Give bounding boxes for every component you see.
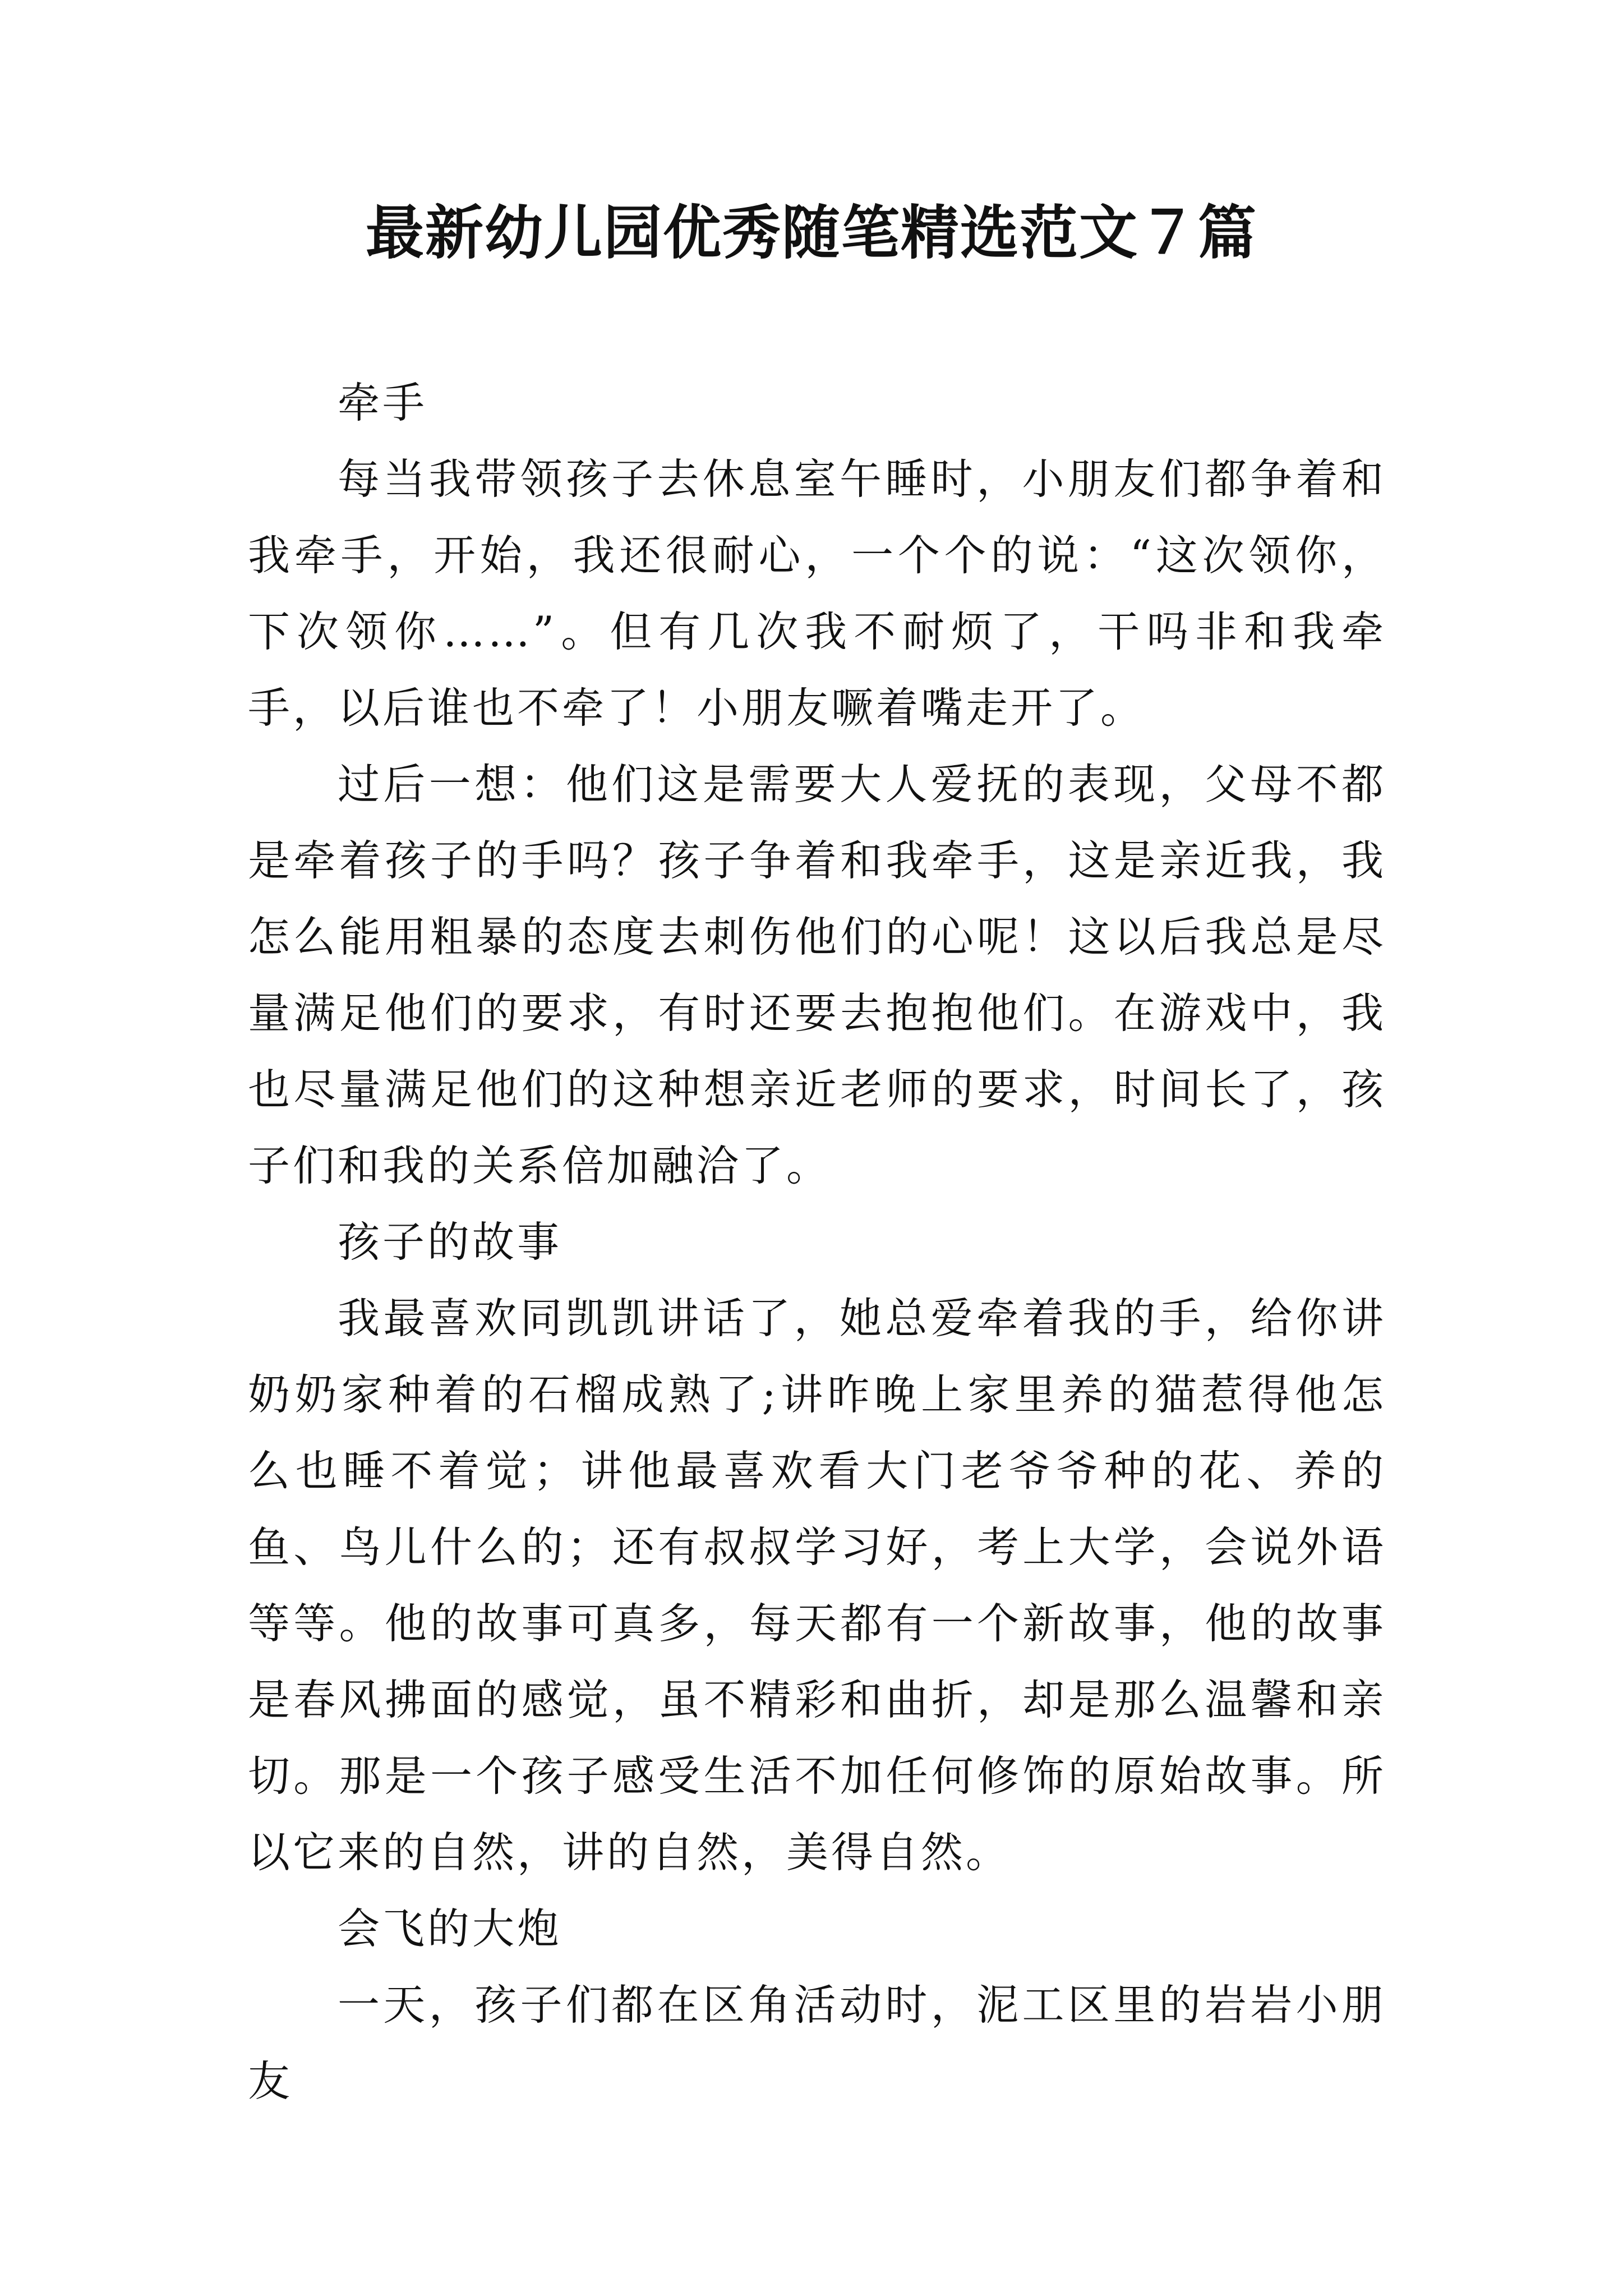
paragraph: 我最喜欢同凯凯讲话了，她总爱牵着我的手，给你讲奶奶家种着的石榴成熟了;讲昨晚上家里养的猫惹得他怎么也睡不着觉；讲他最喜欢看大门老爷爷种的花、养的鱼、鸟儿什么的；还有叔叔学习好，考上大学，会说外语等等。他的故事可真多，每天都有一个新故事，他的故事是春风拂面的感觉，虽不精彩和曲折，却是那么温馨和亲切。那是一个孩子感受生活不加任何修饰的原始故事。所以它来的自然，讲的自然，美得自然。 <box>248 1294 1386 1877</box>
document-title: 最新幼儿园优秀随笔精选范文７篇 <box>365 198 1257 267</box>
section-heading: 孩子的故事 <box>338 1217 562 1267</box>
section-heading: 会飞的大炮 <box>338 1904 562 1953</box>
paragraph: 过后一想：他们这是需要大人爱抚的表现，父母不都是牵着孩子的手吗？孩子争着和我牵手，这是亲近我，我怎么能用粗暴的态度去刺伤他们的心呢！这以后我总是尽量满足他们的要求，有时还要去抱抱他们。在游戏中，我也尽量满足他们的这种想亲近老师的要求，时间长了，孩子们和我的关系倍加融洽了。 <box>248 760 1386 1190</box>
section-heading: 牵手 <box>338 378 428 427</box>
document-body <box>248 365 1386 2119</box>
paragraph: 一天，孩子们都在区角活动时，泥工区里的岩岩小朋友 <box>248 1980 1386 2106</box>
paragraph: 每当我带领孩子去休息室午睡时，小朋友们都争着和我牵手，开始，我还很耐心，一个个的说：“这次领你，下次领你……”。但有几次我不耐烦了，干吗非和我牵手，以后谁也不牵了！小朋友噘着嘴走开了。 <box>248 454 1386 733</box>
